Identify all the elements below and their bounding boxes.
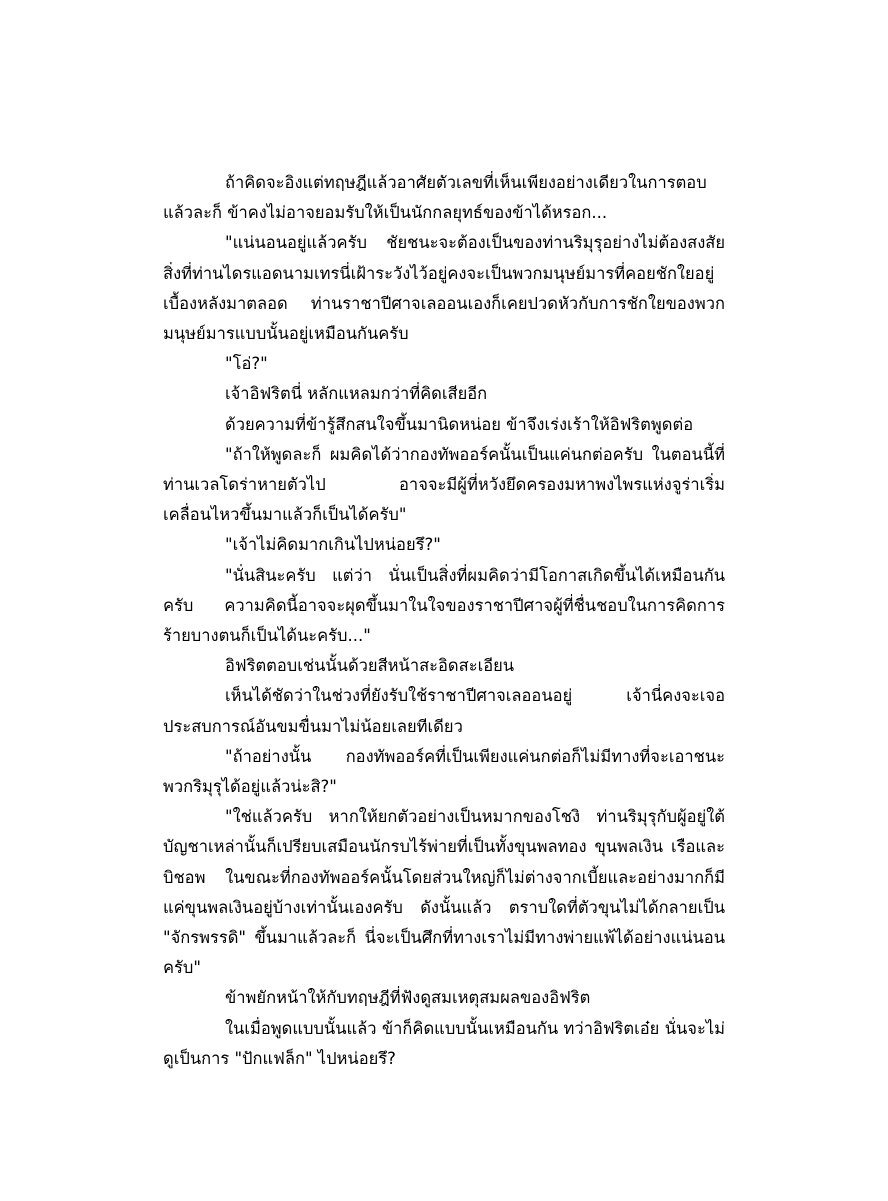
paragraph: "ถ้าอย่างนั้น กองทัพออร์คที่เป็นเพียงแค่นกต่อก็ไม่มีทางที่จะเอาชนะพวกริมุรุได้อยู่แล้วน่ะสิ?" — [163, 746, 725, 797]
paragraph: "แน่นอนอยู่แล้วครับ ชัยชนะจะต้องเป็นของท่านริมุรุอย่างไม่ต้องสงสัย สิ่งที่ท่านไดรแอดนามเทรนี่เฝ้าระวังไว้อยู่คงจะเป็นพวกมนุษย์มารที่คอยชักใยอยู่เบื้องหลังมาตลอด ท่านราชาปีศาจเลออนเองก็เคยปวดหัวกับการชักใยของพวกมนุษย์มารแบบนั้นอยู่เหมือนกันครับ — [163, 233, 725, 344]
paragraph: "นั่นสินะครับ แต่ว่า นั่นเป็นสิ่งที่ผมคิดว่ามีโอกาสเกิดขึ้นได้เหมือนกันครับ ความคิดนี้อาจจะผุดขึ้นมาในใจของราชาปีศาจผู้ที่ชื่นชอบในการคิดการร้ายบางตนก็เป็นได้นะครับ..." — [163, 565, 725, 646]
paragraph: ในเมื่อพูดแบบนั้นแล้ว ข้าก็คิดแบบนั้นเหมือนกัน ทว่าอิฟริตเอ๋ย นั่นจะไม่ดูเป็นการ "ปักแฟล็ก" ไปหน่อยรึ? — [163, 1018, 725, 1068]
paragraph: "เจ้าไม่คิดมากเกินไปหน่อยรึ?" — [225, 535, 441, 555]
paragraph: เห็นได้ชัดว่าในช่วงที่ยังรับใช้ราชาปีศาจเลออนอยู่ เจ้านี่คงจะเจอประสบการณ์อันขมขื่นมาไม่น้อยเลยทีเดียว — [163, 686, 725, 736]
paragraph: อิฟริตตอบเช่นนั้นด้วยสีหน้าสะอิดสะเอียน — [225, 656, 515, 676]
document-page — [163, 168, 725, 1074]
paragraph: "โอ่?" — [225, 354, 268, 374]
paragraph: ข้าพยักหน้าให้กับทฤษฎีที่ฟังดูสมเหตุสมผลของอิฟริต — [225, 988, 591, 1008]
paragraph: "ถ้าให้พูดละก็ ผมคิดได้ว่ากองทัพออร์คนั้นเป็นแค่นกต่อครับ ในตอนนี้ที่ท่านเวลโดร่าหายตัวไป อาจจะมีผู้ที่หวังยึดครองมหาพงไพรแห่งจูร่าเริ่มเคลื่อนไหวขึ้นมาแล้วก็เป็นได้ครับ" — [163, 444, 725, 525]
paragraph: ด้วยความที่ข้ารู้สึกสนใจขึ้นมานิดหน่อย ข้าจึงเร่งเร้าให้อิฟริตพูดต่อ — [225, 414, 694, 434]
paragraph: "ใช่แล้วครับ หากให้ยกตัวอย่างเป็นหมากของโชงิ ท่านริมุรุกับผู้อยู่ใต้บัญชาเหล่านั้นก็เปรียบเสมือนนักรบไร้พ่ายที่เป็นทั้งขุนพลทอง ขุนพลเงิน เรือและบิชอพ ในขณะที่กองทัพออร์คนั้นโดยส่วนใหญ่ก็ไม่ต่างจากเบี้ยและอย่างมากก็มีแค่ขุนพลเงินอยู่บ้างเท่านั้นเองครับ ดังนั้นแล้ว ตราบใดที่ตัวขุนไม่ได้กลายเป็น "จักรพรรดิ" ขึ้นมาแล้วละก็ นี่จะเป็นศึกที่ทางเราไม่มีทางพ่ายแพ้ได้อย่างแน่นอนครับ" — [163, 807, 725, 978]
paragraph: ถ้าคิดจะอิงแต่ทฤษฎีแล้วอาศัยตัวเลขที่เห็นเพียงอย่างเดียวในการตอบแล้วละก็ ข้าคงไม่อาจยอมรับให้เป็นนักกลยุทธ์ของข้าได้หรอก... — [163, 173, 707, 223]
paragraph: เจ้าอิฟริตนี่ หลักแหลมกว่าที่คิดเสียอีก — [225, 384, 488, 404]
